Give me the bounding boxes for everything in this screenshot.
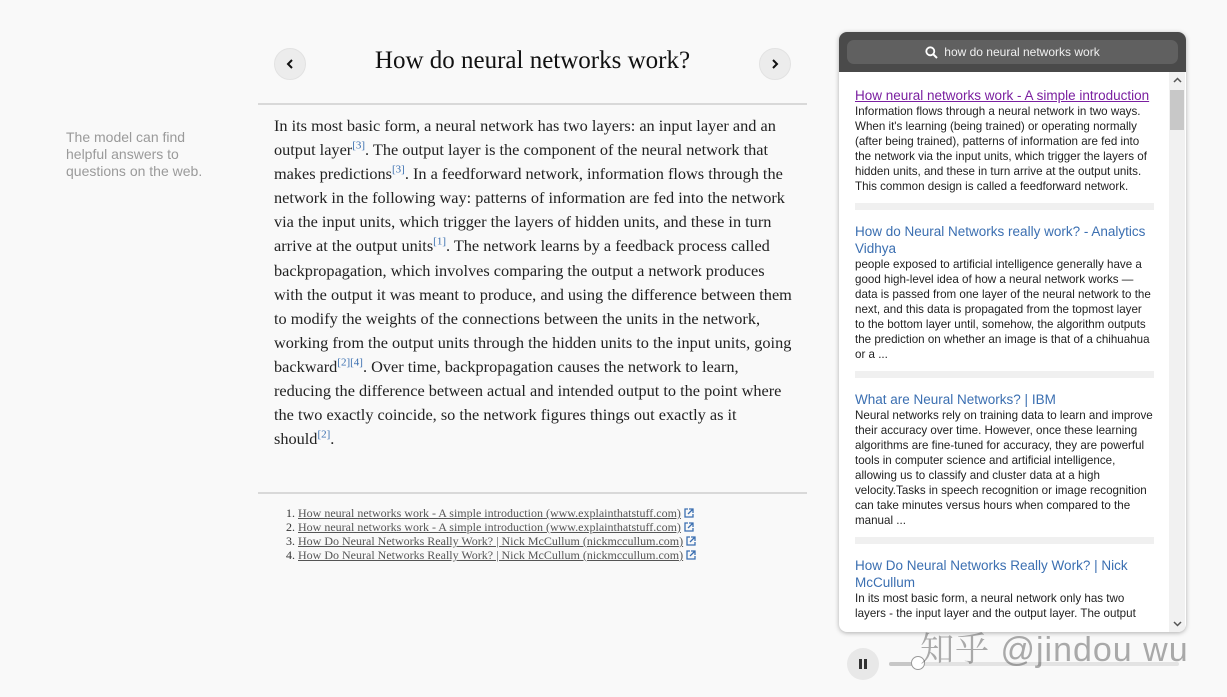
result-snippet: Neural networks rely on training data to learn and improve their accuracy over time. However, once these learning algorithms are fine-tuned for accuracy, they are powerful tools in computer science and artificial intelligence, allowing us to classify and cluster data at a high velocity.Tasks in speech recognition or image recognition can take minutes versus hours when compared to the manual ... — [855, 409, 1153, 527]
previous-button[interactable] — [274, 48, 306, 80]
citation-link[interactable]: [3] — [352, 139, 366, 152]
reference-link[interactable]: How neural networks work - A simple introduction (www.explainthatstuff.com) — [298, 506, 681, 520]
watermark: 知乎 @jindou wu — [920, 631, 1189, 669]
search-result — [855, 557, 1154, 621]
result-snippet: Information flows through a neural network in two ways. When it's learning (being trained) or operating normally (after being trained), patterns of information are fed into the network via the input units, which trigger the layers of hidden units, and these in turn arrive at the output units. This common design is called a feedforward network. — [855, 105, 1147, 193]
search-results — [855, 87, 1154, 621]
side-note: The model can find helpful answers to questions on the web. — [66, 129, 203, 179]
external-link-icon[interactable] — [686, 550, 696, 560]
browser-toolbar — [839, 32, 1186, 72]
citation-link[interactable]: [2] — [337, 356, 351, 369]
result-title-link[interactable]: How Do Neural Networks Really Work? | Nick McCullum — [855, 558, 1128, 590]
reference-item — [298, 548, 696, 562]
result-separator — [855, 537, 1154, 544]
result-snippet: In its most basic form, a neural network only has two layers - the input layer and the output layer. The output — [855, 592, 1136, 620]
search-query: how do neural networks work — [944, 45, 1100, 59]
citation-link[interactable]: [4] — [350, 356, 363, 369]
next-button[interactable] — [759, 48, 791, 80]
citation-link[interactable]: [3] — [392, 163, 405, 176]
reference-link[interactable]: How Do Neural Networks Really Work? | Nick McCullum (nickmccullum.com) — [298, 534, 684, 548]
answer-segment: . — [330, 429, 335, 449]
page-title: How do neural networks work? — [374, 47, 691, 74]
search-result — [855, 223, 1154, 362]
external-link-icon[interactable] — [684, 508, 694, 518]
reference-item — [298, 506, 696, 520]
result-title-link[interactable]: How neural networks work - A simple introduction — [855, 88, 1150, 103]
answer-segment: . The output layer is the component of the neural network that makes predictions — [274, 140, 769, 184]
answer-segment: In its most basic form, a neural network has two layers: an input layer and an output layer — [274, 116, 776, 160]
result-separator — [855, 203, 1154, 210]
answer-segment: . In a feedforward network, information flows through the network in the following way: patterns of information are fed into the network via the input units, which trigger the layers of hidden units, and these in turn arrive at the output units — [274, 164, 785, 256]
scroll-thumb[interactable] — [1170, 90, 1184, 130]
browser-panel — [839, 32, 1186, 632]
result-title-link[interactable]: How do Neural Networks really work? - Analytics Vidhya — [855, 224, 1146, 256]
reference-link[interactable]: How Do Neural Networks Really Work? | Nick McCullum (nickmccullum.com) — [298, 548, 684, 562]
chevron-left-icon — [284, 58, 296, 70]
search-query-box[interactable] — [847, 40, 1178, 64]
search-result — [855, 391, 1154, 528]
pause-button[interactable] — [847, 648, 879, 680]
results-scrollbar[interactable] — [1169, 72, 1185, 632]
reference-item — [298, 534, 696, 548]
citation-link[interactable]: [1] — [433, 236, 446, 249]
result-title-link[interactable]: What are Neural Networks? | IBM — [855, 392, 1056, 407]
reference-link[interactable]: How neural networks work - A simple introduction (www.explainthatstuff.com) — [298, 520, 681, 534]
chevron-right-icon — [769, 58, 781, 70]
result-separator — [855, 371, 1154, 378]
external-link-icon[interactable] — [686, 536, 696, 546]
external-link-icon[interactable] — [684, 522, 694, 532]
citation-link[interactable]: [2] — [317, 428, 331, 441]
search-result — [855, 87, 1154, 194]
reference-list — [298, 506, 696, 562]
scroll-up-button[interactable] — [1169, 72, 1185, 88]
answer-segment: . Over time, backpropagation causes the network to learn, reducing the difference between actual and intended output to the point where the two exactly coincide, so the network figures things out exactly as it should — [274, 356, 782, 449]
pause-icon — [857, 658, 869, 670]
answer-segment: . The network learns by a feedback process called backpropagation, which involves comparing the output a network produces with the output it was meant to produce, and using the difference between them to modify the weights of the connections between the units in the network, working from the output units through the hidden units to the input units, going backward — [274, 236, 792, 376]
result-snippet: people exposed to artificial intelligence generally have a good high-level idea of how a neural network works — data is passed from one layer of the neural network to the next, and this data is propagated from the topmost layer to the bottom layer until, somehow, the algorithm outputs the prediction on whether an image is that of a chihuahua or a ... — [855, 258, 1151, 361]
top-divider — [258, 103, 807, 105]
search-icon — [925, 46, 938, 59]
answer-text — [274, 114, 794, 451]
reference-item — [298, 520, 696, 534]
chevron-up-icon — [1173, 77, 1182, 83]
bottom-divider — [258, 492, 807, 494]
